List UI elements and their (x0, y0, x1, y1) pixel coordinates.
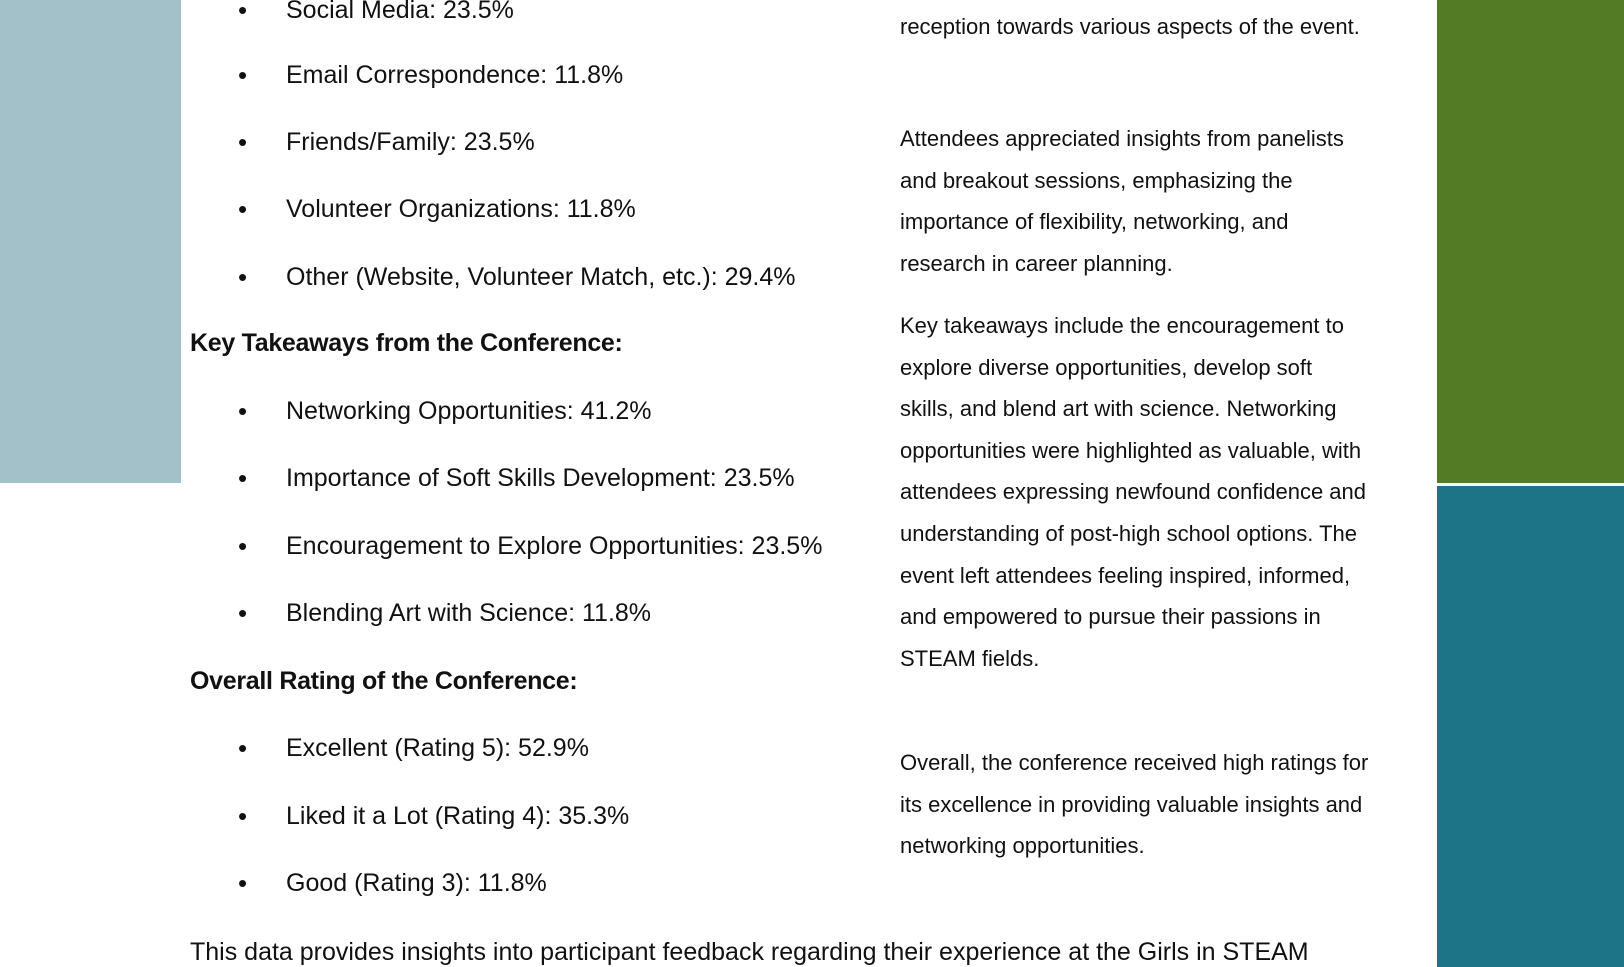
bullet-icon: • (238, 463, 248, 493)
bullet-icon: • (238, 262, 248, 292)
list-item-rating: Good (Rating 3): 11.8% (286, 869, 547, 897)
closing-paragraph: This data provides insights into participant feedback regarding their experience at the Girls in STEAM (190, 938, 1309, 966)
summary-paragraph-3: Key takeaways include the encouragement to explore diverse opportunities, develop soft skills, and blend art with science. Networking opportunities were highlighted as valuable, with attendees expressing newfound confidence and understanding of post-high school options. The event left attendees feeling inspired, informed, and empowered to pursue their passions in STEAM fields. (900, 313, 1367, 671)
list-item-channel: Email Correspondence: 11.8% (286, 61, 624, 89)
list-item-takeaway: Importance of Soft Skills Development: 23.5% (286, 464, 795, 492)
bullet-icon: • (238, 531, 248, 561)
list-item-rating: Excellent (Rating 5): 52.9% (286, 734, 589, 762)
bullet-icon: • (238, 733, 248, 763)
list-item-takeaway: Encouragement to Explore Opportunities: 23.5% (286, 532, 823, 560)
decorative-block-teal (1437, 486, 1624, 967)
summary-paragraph-4: Overall, the conference received high ratings for its excellence in providing valuable insights and networking opportunities. (900, 750, 1369, 859)
bullet-icon: • (238, 396, 248, 426)
takeaways-heading: Key Takeaways from the Conference: (190, 329, 623, 357)
list-item-takeaway: Blending Art with Science: 11.8% (286, 599, 652, 627)
list-item-channel: Other (Website, Volunteer Match, etc.): 29.4% (286, 263, 796, 291)
decorative-block-blue (0, 0, 181, 483)
bullet-icon: • (238, 60, 248, 90)
list-item-takeaway: Networking Opportunities: 41.2% (286, 397, 652, 425)
rating-heading: Overall Rating of the Conference: (190, 667, 578, 695)
bullet-icon: • (238, 194, 248, 224)
list-item-channel: Friends/Family: 23.5% (286, 128, 535, 156)
summary-paragraph-2: Attendees appreciated insights from panelists and breakout sessions, emphasizing the importance of flexibility, networking, and research in career planning. (900, 126, 1344, 276)
bullet-icon: • (238, 598, 248, 628)
summary-paragraph-1: reception towards various aspects of the event. (900, 13, 1360, 39)
bullet-icon: • (238, 801, 248, 831)
decorative-block-green (1437, 0, 1624, 483)
bullet-icon: • (238, 127, 248, 157)
list-item-channel: Social Media: 23.5% (286, 0, 514, 24)
list-item-rating: Liked it a Lot (Rating 4): 35.3% (286, 802, 630, 830)
bullet-icon: • (238, 0, 248, 25)
list-item-channel: Volunteer Organizations: 11.8% (286, 195, 636, 223)
bullet-icon: • (238, 868, 248, 898)
